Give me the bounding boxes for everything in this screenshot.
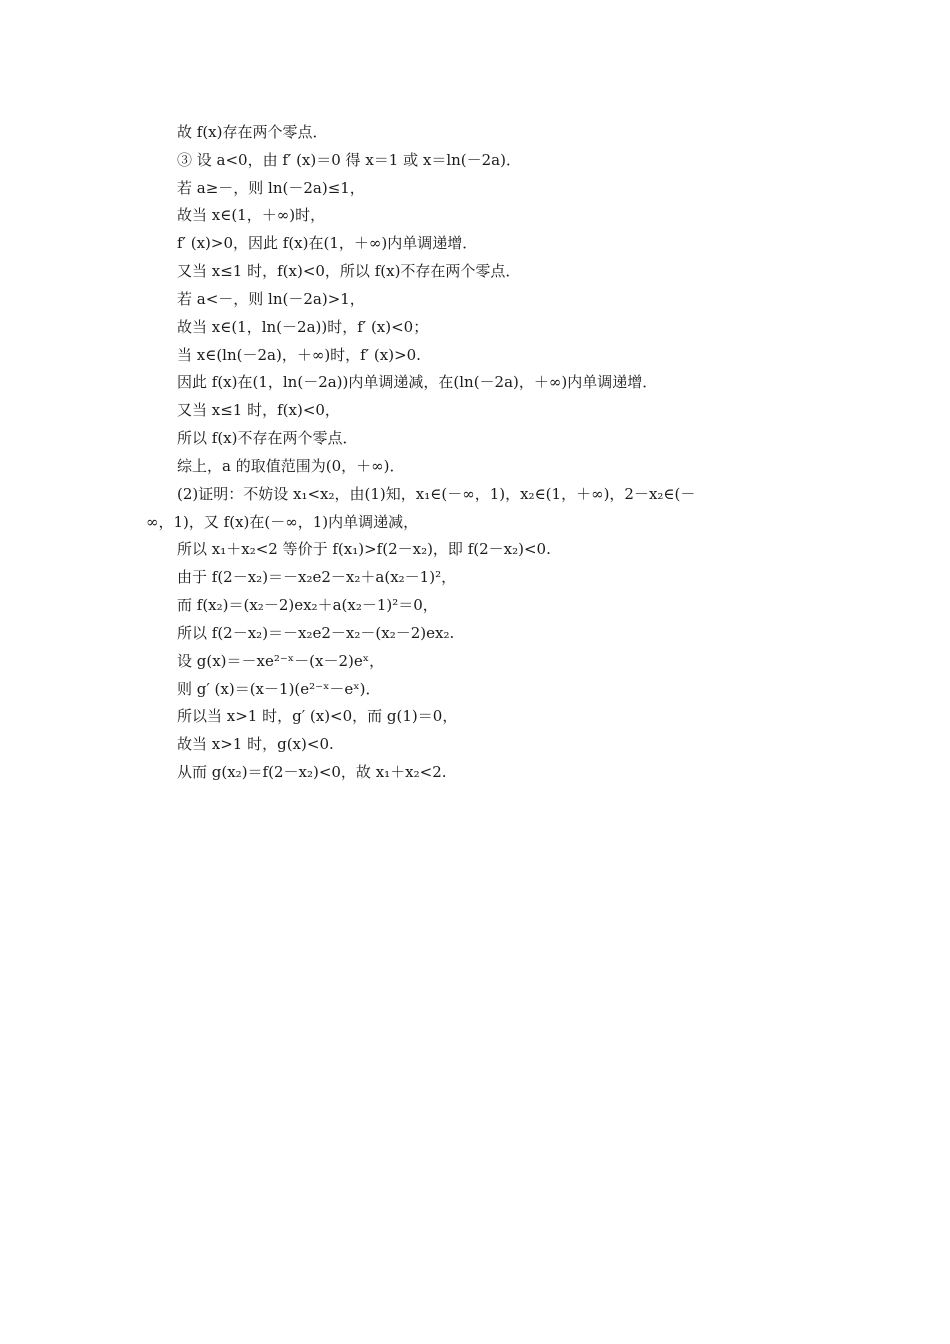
text-line: 所以 f(2－x₂)＝－x₂e2－x₂－(x₂－2)ex₂. bbox=[177, 624, 455, 642]
text-line: 由于 f(2－x₂)＝－x₂e2－x₂＋a(x₂－1)²， bbox=[177, 568, 457, 586]
text-line: 综上，a 的取值范围为(0，＋∞)． bbox=[177, 457, 405, 475]
text-line: 从而 g(x₂)＝f(2－x₂)<0，故 x₁＋x₂<2. bbox=[177, 763, 447, 781]
text-line: 故当 x>1 时，g(x)<0. bbox=[177, 735, 334, 753]
text-line: 而 f(x₂)＝(x₂－2)ex₂＋a(x₂－1)²＝0， bbox=[177, 596, 438, 614]
text-line: 故当 x∈(1，ln(－2a))时，f′ (x)<0； bbox=[177, 318, 429, 336]
text-line: 又当 x≤1 时，f(x)<0，所以 f(x)不存在两个零点． bbox=[177, 262, 521, 280]
text-line: 故当 x∈(1，＋∞)时， bbox=[177, 206, 326, 224]
text-line: 若 a<－，则 ln(－2a)>1， bbox=[177, 290, 365, 308]
text-line: 所以 f(x)不存在两个零点． bbox=[177, 429, 358, 447]
text-line: f′ (x)>0，因此 f(x)在(1，＋∞)内单调递增． bbox=[177, 234, 478, 252]
text-line: 又当 x≤1 时，f(x)<0， bbox=[177, 401, 340, 419]
text-line: (2)证明：不妨设 x₁<x₂，由(1)知，x₁∈(－∞，1)，x₂∈(1，＋∞)，2－x₂∈(－ bbox=[177, 485, 696, 503]
text-line: 所以 x₁＋x₂<2 等价于 f(x₁)>f(2－x₂)，即 f(2－x₂)<0. bbox=[177, 540, 551, 558]
text-line: 所以当 x>1 时，g′ (x)<0，而 g(1)＝0， bbox=[177, 707, 458, 725]
text-line: 若 a≥－，则 ln(－2a)≤1， bbox=[177, 179, 365, 197]
text-line: ∞，1)，又 f(x)在(－∞，1)内单调递减， bbox=[146, 513, 419, 531]
text-line: 故 f(x)存在两个零点． bbox=[177, 123, 328, 141]
text-line: 则 g′ (x)＝(x－1)(e²⁻ˣ－eˣ)． bbox=[177, 680, 381, 698]
text-line: 因此 f(x)在(1，ln(－2a))内单调递减，在(ln(－2a)，＋∞)内单调递增． bbox=[177, 373, 658, 391]
text-line: 设 g(x)＝－xe²⁻ˣ－(x－2)eˣ， bbox=[177, 652, 385, 670]
text-line: 当 x∈(ln(－2a)，＋∞)时，f′ (x)>0. bbox=[177, 346, 421, 364]
text-line: ③ 设 a<0，由 f′ (x)＝0 得 x＝1 或 x＝ln(－2a)． bbox=[177, 151, 521, 169]
